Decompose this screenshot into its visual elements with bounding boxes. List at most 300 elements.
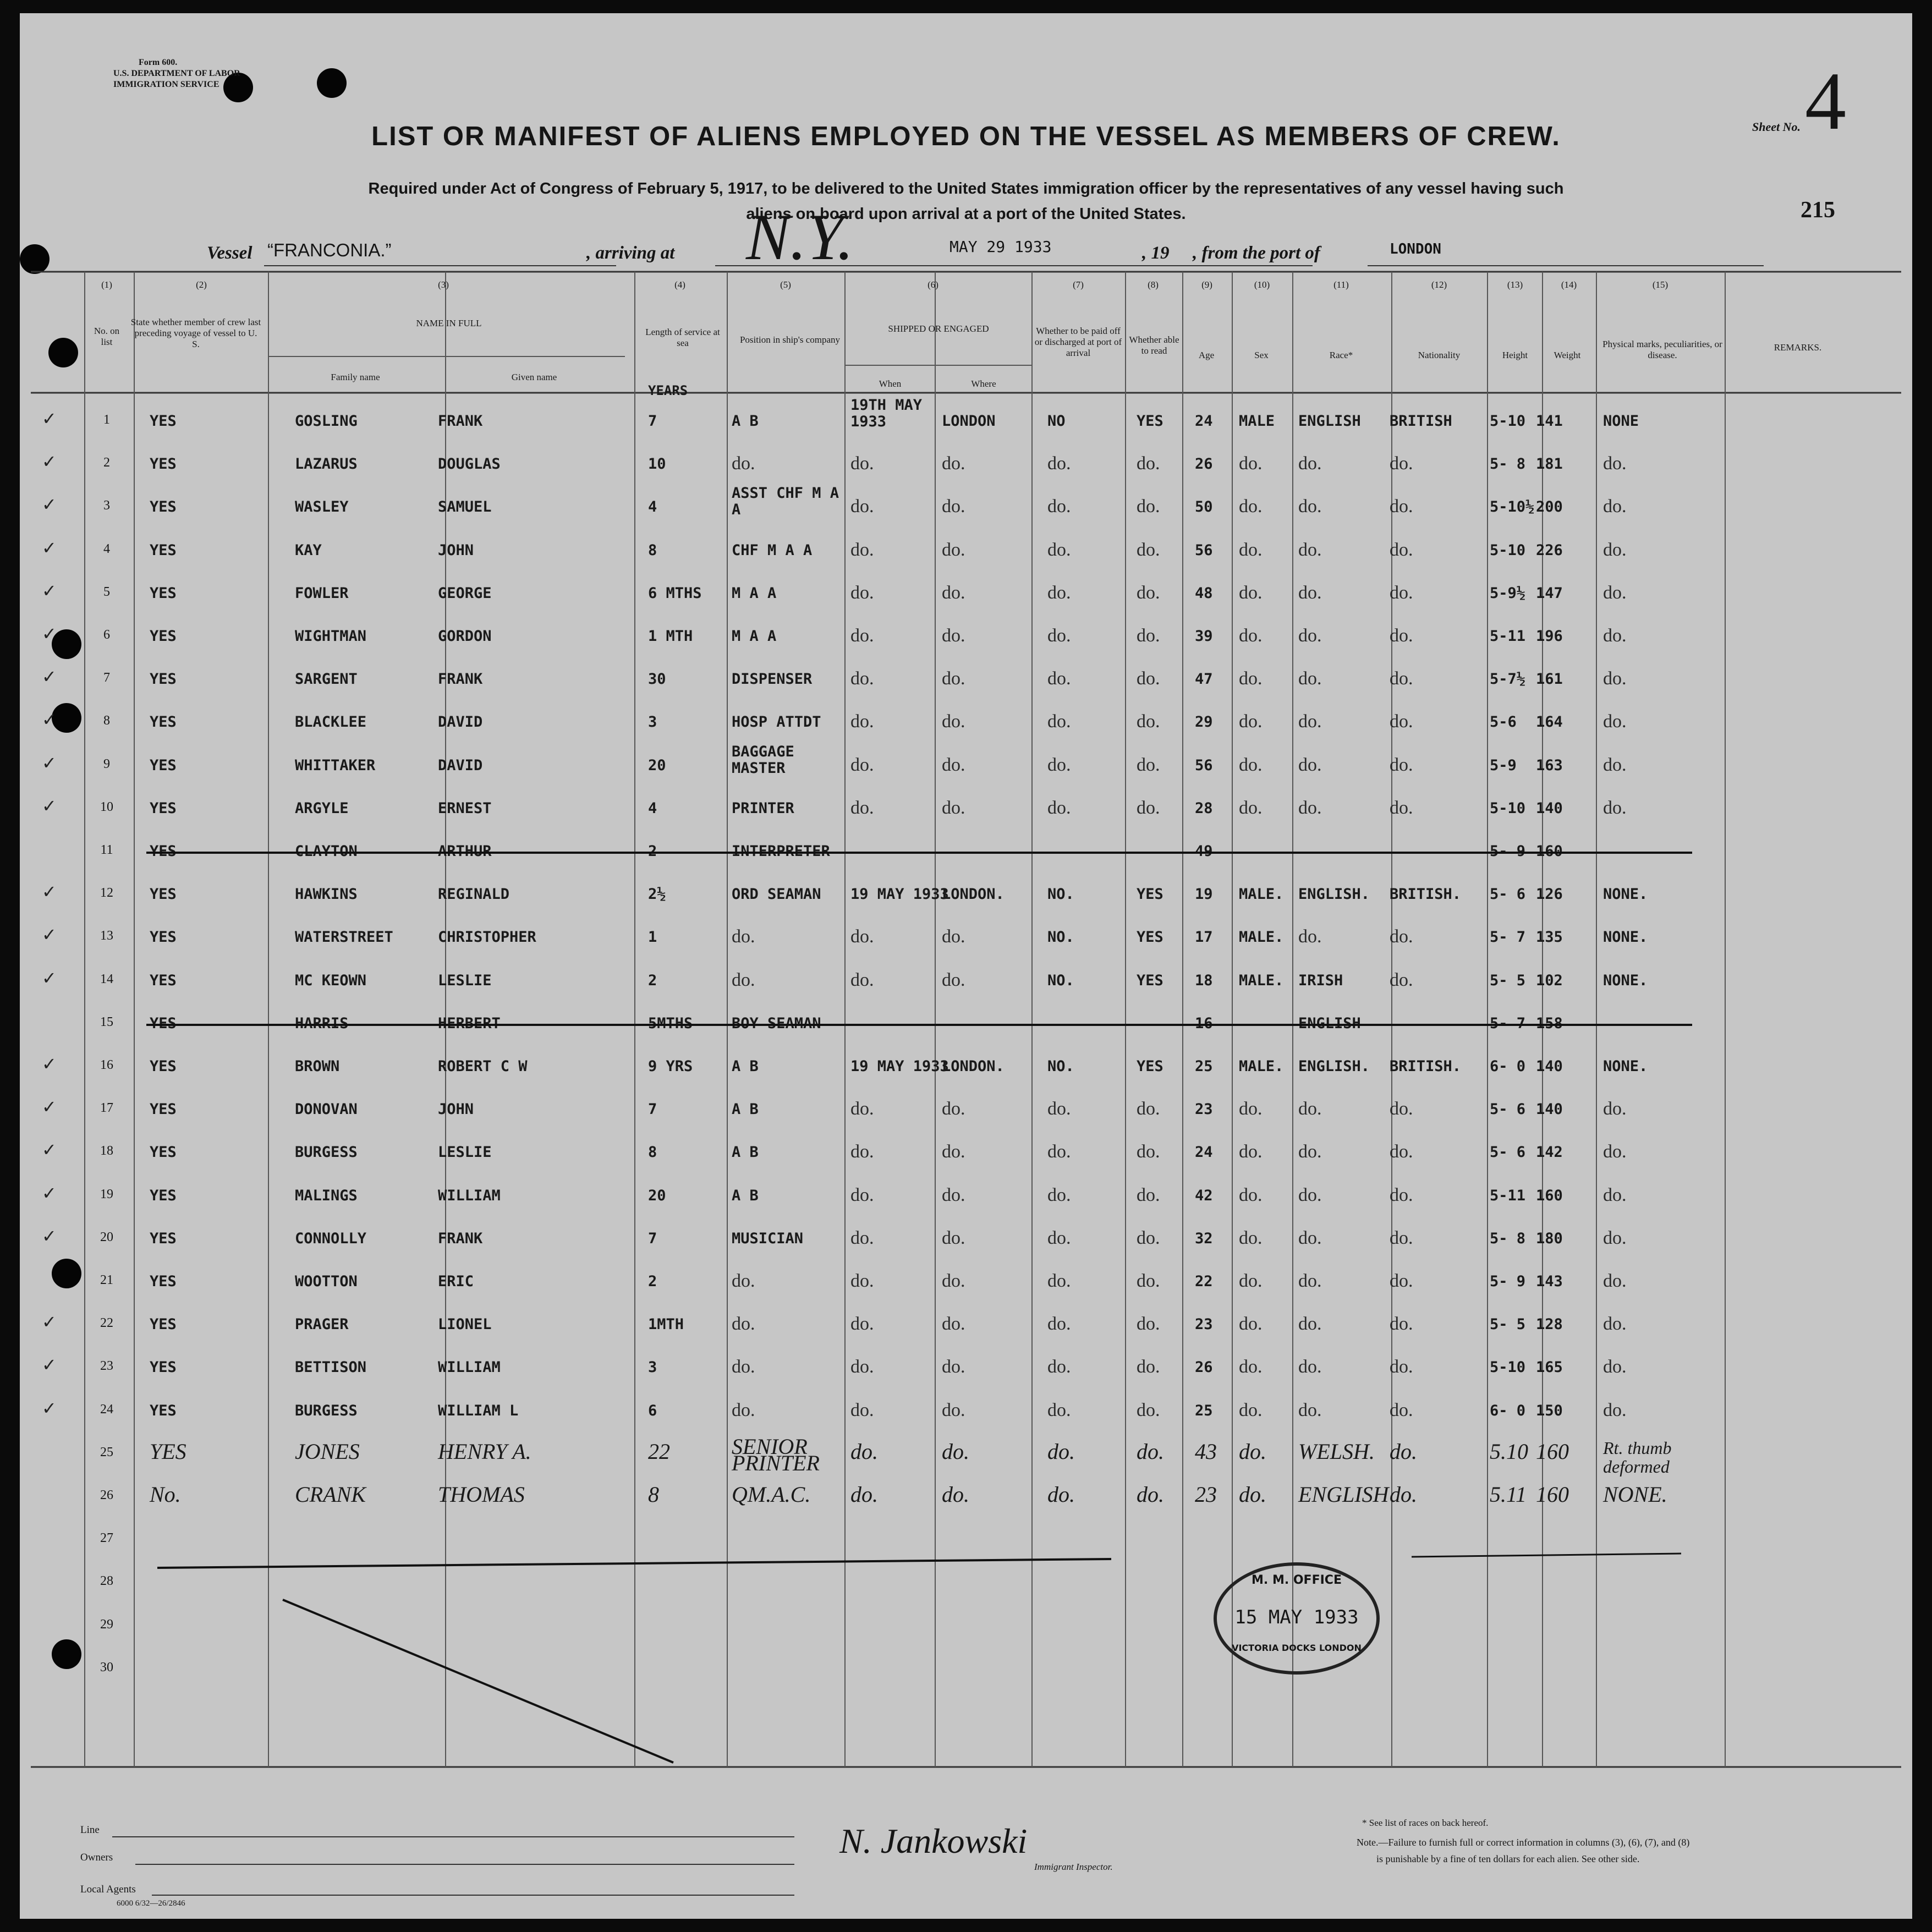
able-to-read: do. (1137, 539, 1160, 560)
header-years-unit: YEARS (648, 383, 688, 398)
weight: 180 (1536, 1230, 1563, 1247)
sex: MALE. (1239, 972, 1284, 989)
shipped-where: do. (942, 1314, 965, 1335)
able-to-read: do. (1137, 1184, 1160, 1205)
shipped-where: do. (942, 453, 965, 474)
row-number: 29 (100, 1617, 113, 1632)
height: 5- 6 (1490, 1144, 1526, 1161)
office-stamp (1214, 1562, 1380, 1675)
age: 26 (1195, 455, 1213, 473)
able-to-read: do. (1137, 1482, 1164, 1507)
physical-marks: NONE. (1603, 929, 1648, 946)
age: 48 (1195, 584, 1213, 602)
race-note: * See list of races on back hereof. (1362, 1818, 1489, 1828)
sex: do. (1239, 1482, 1266, 1507)
shipped-when: do. (850, 1439, 878, 1464)
race: do. (1298, 1314, 1322, 1335)
position: M A A (732, 628, 777, 645)
header-paid-off: Whether to be paid off or discharged at port of arrival (1034, 326, 1122, 358)
row-number: 1 (103, 413, 110, 427)
given-name: DAVID (438, 713, 483, 731)
family-name: WATERSTREET (295, 929, 393, 946)
height: 5- 5 (1490, 1316, 1526, 1333)
physical-marks: do. (1603, 1357, 1627, 1377)
column-number: (1) (101, 279, 112, 290)
crew-prev-voyage: YES (150, 886, 177, 903)
check-mark: ✓ (42, 924, 57, 946)
row-number: 14 (100, 972, 113, 986)
column-number: (7) (1073, 279, 1084, 290)
position: ASST CHF M A A (732, 485, 839, 519)
race: ENGLISH (1298, 1482, 1389, 1507)
nationality: do. (1390, 1184, 1413, 1205)
sex: do. (1239, 1271, 1263, 1291)
footer-agents-label: Local Agents (80, 1884, 136, 1895)
height: 5-10 (1490, 799, 1526, 817)
stamp-date: 15 MAY 1933 (1234, 1606, 1359, 1628)
shipped-where: do. (942, 926, 965, 947)
nationality: do. (1390, 754, 1413, 775)
row-number: 24 (100, 1402, 113, 1417)
shipped-where: LONDON (942, 413, 996, 430)
check-mark: ✓ (42, 795, 57, 816)
manifest-sheet (20, 13, 1912, 1919)
race: IRISH (1298, 972, 1343, 989)
weight: 226 (1536, 541, 1563, 559)
nationality: do. (1390, 1399, 1413, 1420)
nationality: do. (1390, 926, 1413, 947)
row-number: 3 (103, 498, 110, 513)
length-of-service: 8 (648, 1482, 659, 1507)
physical-marks: do. (1603, 711, 1627, 732)
given-name: REGINALD (438, 886, 510, 903)
weight: 142 (1536, 1144, 1563, 1161)
physical-marks: do. (1603, 1099, 1627, 1119)
header-remarks: REMARKS. (1774, 342, 1822, 353)
crew-prev-voyage: YES (150, 413, 177, 430)
check-mark: ✓ (42, 967, 57, 989)
stamp-location: VICTORIA DOCKS LONDON (1232, 1643, 1362, 1653)
weight: 128 (1536, 1316, 1563, 1333)
row-number: 5 (103, 584, 110, 599)
physical-marks: do. (1603, 797, 1627, 818)
crew-prev-voyage: YES (150, 671, 177, 688)
shipped-where: do. (942, 1184, 965, 1205)
footer-owners-label: Owners (80, 1852, 113, 1863)
column-number: (15) (1652, 279, 1668, 290)
header-length-service: Length of service at sea (645, 327, 720, 348)
age: 18 (1195, 972, 1213, 989)
row-number: 19 (100, 1187, 113, 1201)
header-no: No. on list (94, 326, 120, 347)
age: 19 (1195, 886, 1213, 903)
table-grid (20, 13, 1912, 1919)
row-number: 13 (100, 929, 113, 943)
weight: 160 (1536, 1187, 1563, 1204)
header-race: Race* (1329, 350, 1353, 360)
shipped-when: do. (850, 797, 874, 818)
check-mark: ✓ (42, 1139, 57, 1161)
shipped-when: do. (850, 1314, 874, 1335)
given-name: GORDON (438, 628, 492, 645)
row-number: 28 (100, 1574, 113, 1589)
row-number: 16 (100, 1058, 113, 1072)
check-mark: ✓ (42, 408, 57, 429)
crew-prev-voyage: YES (150, 1439, 186, 1464)
height: 6- 0 (1490, 1058, 1526, 1075)
check-mark: ✓ (42, 623, 57, 644)
nationality: do. (1390, 1357, 1413, 1377)
age: 32 (1195, 1230, 1213, 1247)
family-name: CONNOLLY (295, 1230, 367, 1247)
position: A B (732, 1101, 759, 1118)
position: A B (732, 1058, 759, 1075)
nationality: do. (1390, 1099, 1413, 1119)
family-name: JONES (295, 1439, 360, 1464)
position: A B (732, 413, 759, 430)
header-height: Height (1502, 350, 1528, 360)
shipped-when: do. (850, 711, 874, 732)
row-number: 12 (100, 886, 113, 901)
length-of-service: 10 (648, 455, 666, 473)
sheet-number-label: Sheet No. (1752, 120, 1801, 134)
crew-prev-voyage: YES (150, 1273, 177, 1290)
physical-marks: do. (1603, 1227, 1627, 1248)
race: do. (1298, 754, 1322, 775)
crew-prev-voyage: No. (150, 1482, 181, 1507)
length-of-service: 20 (648, 1187, 666, 1204)
shipped-where: do. (942, 496, 965, 517)
weight: 161 (1536, 671, 1563, 688)
weight: 126 (1536, 886, 1563, 903)
given-name: ERNEST (438, 799, 492, 817)
race: do. (1298, 539, 1322, 560)
crew-prev-voyage: YES (150, 584, 177, 602)
able-to-read: do. (1137, 1357, 1160, 1377)
length-of-service: 9 YRS (648, 1058, 693, 1075)
shipped-where: do. (942, 969, 965, 990)
column-number: (9) (1201, 279, 1212, 290)
age: 29 (1195, 713, 1213, 731)
paid-off: do. (1047, 1399, 1071, 1420)
check-mark: ✓ (42, 666, 57, 688)
department: U.S. DEPARTMENT OF LABOR (113, 69, 240, 78)
column-number: (11) (1333, 279, 1349, 290)
paid-off: do. (1047, 1439, 1075, 1464)
given-name: CHRISTOPHER (438, 929, 536, 946)
family-name: WIGHTMAN (295, 628, 367, 645)
sex: MALE (1239, 413, 1275, 430)
given-name: DAVID (438, 756, 483, 774)
height: 5- 6 (1490, 886, 1526, 903)
shipped-where: do. (942, 582, 965, 603)
given-name: WILLIAM (438, 1359, 501, 1376)
family-name: WOOTTON (295, 1273, 358, 1290)
paid-off: NO (1047, 413, 1066, 430)
crew-prev-voyage: YES (150, 1402, 177, 1419)
check-mark: ✓ (42, 1182, 57, 1204)
paid-off: do. (1047, 668, 1071, 689)
given-name: LESLIE (438, 972, 492, 989)
crew-prev-voyage: YES (150, 628, 177, 645)
age: 23 (1195, 1482, 1217, 1507)
able-to-read: do. (1137, 668, 1160, 689)
length-of-service: 7 (648, 1101, 657, 1118)
length-of-service: 1 MTH (648, 628, 693, 645)
shipped-when: do. (850, 1099, 874, 1119)
header-prev-voyage: State whether member of crew last preceding voyage of vessel to U. S. (130, 317, 261, 349)
weight: 140 (1536, 1101, 1563, 1118)
age: 39 (1195, 628, 1213, 645)
check-mark: ✓ (42, 881, 57, 903)
physical-marks: NONE. (1603, 972, 1648, 989)
footer-line-rule (112, 1836, 794, 1837)
physical-marks: do. (1603, 1141, 1627, 1162)
length-of-service: 6 MTHS (648, 584, 702, 602)
strike-through-line (146, 852, 1692, 854)
fine-note-1: Note.—Failure to furnish full or correct information in columns (3), (6), (7), and (8) (1357, 1837, 1690, 1848)
given-name: FRANK (438, 671, 483, 688)
position: do. (732, 1399, 755, 1420)
header-family-name: Family name (331, 372, 380, 382)
paid-off: NO. (1047, 886, 1074, 903)
column-number: (3) (438, 279, 449, 290)
position: do. (732, 926, 755, 947)
footer-agents-rule (152, 1895, 794, 1896)
shipped-when: do. (850, 969, 874, 990)
subtitle-line-1: Required under Act of Congress of February 5, 1917, to be delivered to the United States immigration officer by the representatives of any vessel having such (368, 180, 1564, 197)
race: WELSH. (1298, 1439, 1375, 1464)
position: MUSICIAN (732, 1230, 804, 1247)
weight: 200 (1536, 498, 1563, 516)
family-name: PRAGER (295, 1316, 349, 1333)
length-of-service: 20 (648, 756, 666, 774)
age: 43 (1195, 1439, 1217, 1464)
weight: 140 (1536, 799, 1563, 817)
position: do. (732, 969, 755, 990)
able-to-read: do. (1137, 1314, 1160, 1335)
race: ENGLISH (1298, 413, 1361, 430)
family-name: WHITTAKER (295, 756, 376, 774)
height: 5-9½ (1490, 584, 1526, 602)
shipped-when: 19TH MAY 1933 (850, 397, 923, 430)
inspector-signature: N. Jankowski (839, 1821, 1028, 1860)
race: do. (1298, 668, 1322, 689)
given-name: ROBERT C W (438, 1058, 528, 1075)
paid-off: NO. (1047, 1058, 1074, 1075)
sex: do. (1239, 1314, 1263, 1335)
shipped-when: do. (850, 1357, 874, 1377)
crew-prev-voyage: YES (150, 1101, 177, 1118)
paid-off: do. (1047, 453, 1071, 474)
position: do. (732, 1271, 755, 1291)
footer-owners-rule (135, 1864, 794, 1865)
column-number: (5) (780, 279, 791, 290)
shipped-where: do. (942, 1399, 965, 1420)
nationality: do. (1390, 1439, 1417, 1464)
length-of-service: 3 (648, 713, 657, 731)
weight: 196 (1536, 628, 1563, 645)
nationality: do. (1390, 625, 1413, 646)
inspector-title: Immigrant Inspector. (1034, 1862, 1113, 1872)
sex: do. (1239, 1357, 1263, 1377)
race: do. (1298, 797, 1322, 818)
length-of-service: 2 (648, 972, 657, 989)
row-number: 25 (100, 1445, 113, 1459)
age: 17 (1195, 929, 1213, 946)
crew-prev-voyage: YES (150, 799, 177, 817)
column-number: (14) (1561, 279, 1577, 290)
row-number: 10 (100, 799, 113, 814)
column-number: (10) (1254, 279, 1270, 290)
shipped-when: 19 MAY 1933 (850, 1058, 949, 1075)
length-of-service: 30 (648, 671, 666, 688)
position: do. (732, 1357, 755, 1377)
nationality: do. (1390, 668, 1413, 689)
age: 22 (1195, 1273, 1213, 1290)
shipped-where: do. (942, 1439, 969, 1464)
weight: 163 (1536, 756, 1563, 774)
able-to-read: do. (1137, 1399, 1160, 1420)
nationality: do. (1390, 1314, 1413, 1335)
age: 56 (1195, 541, 1213, 559)
able-to-read: do. (1137, 1099, 1160, 1119)
service: IMMIGRATION SERVICE (113, 80, 219, 89)
age: 50 (1195, 498, 1213, 516)
family-name: DONOVAN (295, 1101, 358, 1118)
race: ENGLISH. (1298, 1058, 1370, 1075)
given-name: JOHN (438, 541, 474, 559)
paid-off: do. (1047, 1271, 1071, 1291)
weight: 150 (1536, 1402, 1563, 1419)
race: do. (1298, 496, 1322, 517)
given-name: THOMAS (438, 1482, 525, 1507)
column-number: (4) (674, 279, 685, 290)
race: do. (1298, 453, 1322, 474)
nationality: do. (1390, 539, 1413, 560)
family-name: ARGYLE (295, 799, 349, 817)
shipped-when: do. (850, 1399, 874, 1420)
able-to-read: do. (1137, 453, 1160, 474)
race: do. (1298, 1227, 1322, 1248)
row-number: 23 (100, 1359, 113, 1374)
paid-off: do. (1047, 711, 1071, 732)
length-of-service: 4 (648, 498, 657, 516)
shipped-where: do. (942, 1357, 965, 1377)
header-when: When (879, 378, 902, 389)
shipped-when: do. (850, 625, 874, 646)
age: 25 (1195, 1058, 1213, 1075)
nationality: do. (1390, 711, 1413, 732)
shipped-where: do. (942, 1099, 965, 1119)
shipped-where: do. (942, 1271, 965, 1291)
height: 5- 8 (1490, 455, 1526, 473)
shipped-where: do. (942, 668, 965, 689)
weight: 160 (1536, 1439, 1569, 1464)
crew-prev-voyage: YES (150, 1359, 177, 1376)
position: A B (732, 1187, 759, 1204)
given-name: GEORGE (438, 584, 492, 602)
row-number: 21 (100, 1273, 113, 1287)
row-number: 4 (103, 541, 110, 556)
row-number: 2 (103, 455, 110, 470)
weight: 140 (1536, 1058, 1563, 1075)
able-to-read: YES (1137, 1058, 1163, 1075)
header-position: Position in ship's company (739, 334, 841, 345)
footer-line-label: Line (80, 1824, 100, 1836)
physical-marks: do. (1603, 625, 1627, 646)
family-name: BURGESS (295, 1144, 358, 1161)
page-number: 215 (1801, 197, 1835, 223)
check-mark: ✓ (42, 1354, 57, 1376)
crew-prev-voyage: YES (150, 713, 177, 731)
sex: do. (1239, 754, 1263, 775)
position: M A A (732, 584, 777, 602)
check-mark: ✓ (42, 580, 57, 601)
race: do. (1298, 1357, 1322, 1377)
departure-port: LONDON (1390, 241, 1441, 257)
row-number: 17 (100, 1101, 113, 1116)
paid-off: NO. (1047, 972, 1074, 989)
crew-prev-voyage: YES (150, 498, 177, 516)
paid-off: do. (1047, 496, 1071, 517)
given-name: FRANK (438, 1230, 483, 1247)
shipped-when: do. (850, 453, 874, 474)
race: do. (1298, 1184, 1322, 1205)
position: BAGGAGE MASTER (732, 743, 794, 777)
race: do. (1298, 1099, 1322, 1119)
position: QM.A.C. (732, 1482, 811, 1507)
given-name: LESLIE (438, 1144, 492, 1161)
height: 5- 5 (1490, 972, 1526, 989)
length-of-service: 4 (648, 799, 657, 817)
sex: do. (1239, 797, 1263, 818)
physical-marks: NONE. (1603, 1482, 1667, 1507)
vessel-label: Vessel (207, 243, 253, 263)
height: 5- 8 (1490, 1230, 1526, 1247)
paid-off: NO. (1047, 929, 1074, 946)
nationality: BRITISH (1390, 413, 1452, 430)
length-of-service: 1MTH (648, 1316, 684, 1333)
length-of-service: 22 (648, 1439, 670, 1464)
given-name: ERIC (438, 1273, 474, 1290)
shipped-where: do. (942, 625, 965, 646)
physical-marks: do. (1603, 668, 1627, 689)
physical-marks: do. (1603, 539, 1627, 560)
shipped-when: do. (850, 1184, 874, 1205)
paid-off: do. (1047, 1099, 1071, 1119)
shipped-when: do. (850, 926, 874, 947)
family-name: HAWKINS (295, 886, 358, 903)
shipped-when: do. (850, 496, 874, 517)
able-to-read: YES (1137, 972, 1163, 989)
crew-prev-voyage: YES (150, 929, 177, 946)
able-to-read: do. (1137, 754, 1160, 775)
sheet-number-value: 4 (1805, 56, 1846, 147)
shipped-when: do. (850, 668, 874, 689)
able-to-read: YES (1137, 886, 1163, 903)
physical-marks: do. (1603, 1271, 1627, 1291)
paid-off: do. (1047, 1184, 1071, 1205)
family-name: MALINGS (295, 1187, 358, 1204)
vessel-name: “FRANCONIA.” (267, 240, 392, 260)
arriving-label: , arriving at (586, 243, 675, 263)
able-to-read: YES (1137, 929, 1163, 946)
paid-off: do. (1047, 797, 1071, 818)
shipped-where: do. (942, 711, 965, 732)
able-to-read: do. (1137, 1227, 1160, 1248)
header-shipped: SHIPPED OR ENGAGED (888, 323, 989, 334)
